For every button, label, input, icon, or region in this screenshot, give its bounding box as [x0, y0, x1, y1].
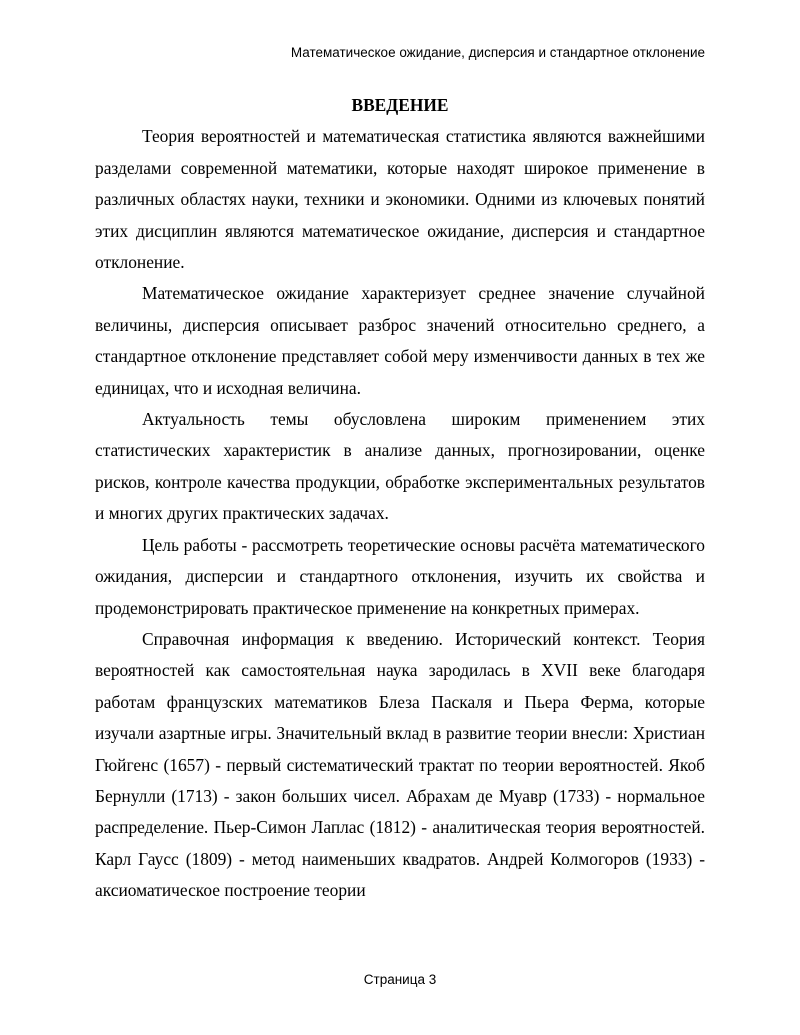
running-header: Математическое ожидание, дисперсия и стандартное отклонение — [290, 45, 705, 60]
paragraph: Актуальность темы обусловлена широким применением этих статистических характеристик в анализе данных, прогнозировании, оценке рисков, контроле качества продукции, обработке экспериментальных результатов и многих других практических задачах. — [95, 409, 705, 524]
section-title: ВВЕДЕНИЕ — [351, 95, 449, 115]
paragraph: Цель работы - рассмотреть теоретические основы расчёта математического ожидания, дисперсии и стандартного отклонения, изучить их свойства и продемонстрировать практическое применение на конкретных примерах. — [95, 534, 705, 618]
paragraph: Математическое ожидание характеризует среднее значение случайной величины, дисперсия описывает разброс значений относительно среднего, а стандартное отклонение представляет собой меру изменчивости данных в тех же единицах, что и исходная величина. — [95, 283, 705, 398]
paragraph: Теория вероятностей и математическая статистика являются важнейшими разделами современной математики, которые находят широкое применение в различных областях науки, техники и экономики. Одними из ключевых понятий этих дисциплин являются математическое ожидание, дисперсия и стандартное отклонение. — [95, 126, 705, 273]
page-body — [95, 90, 705, 907]
page-number: Страница 3 — [363, 972, 437, 987]
paragraph: Справочная информация к введению. Исторический контекст. Теория вероятностей как самостоятельная наука зародилась в XVII веке благодаря работам французских математиков Блеза Паскаля и Пьера Ферма, которые изучали азартные игры. Значительный вклад в развитие теории внесли: Христиан Гюйгенс (1657) - первый систематический трактат по теории вероятностей. Якоб Бернулли (1713) - закон больших чисел. Абрахам де Муавр (1733) - нормальное распределение. Пьер-Симон Лаплас (1812) - аналитическая теория вероятностей. Карл Гаусс (1809) - метод наименьших квадратов. Андрей Колмогоров (1933) - аксиоматическое построение теории — [95, 628, 705, 901]
